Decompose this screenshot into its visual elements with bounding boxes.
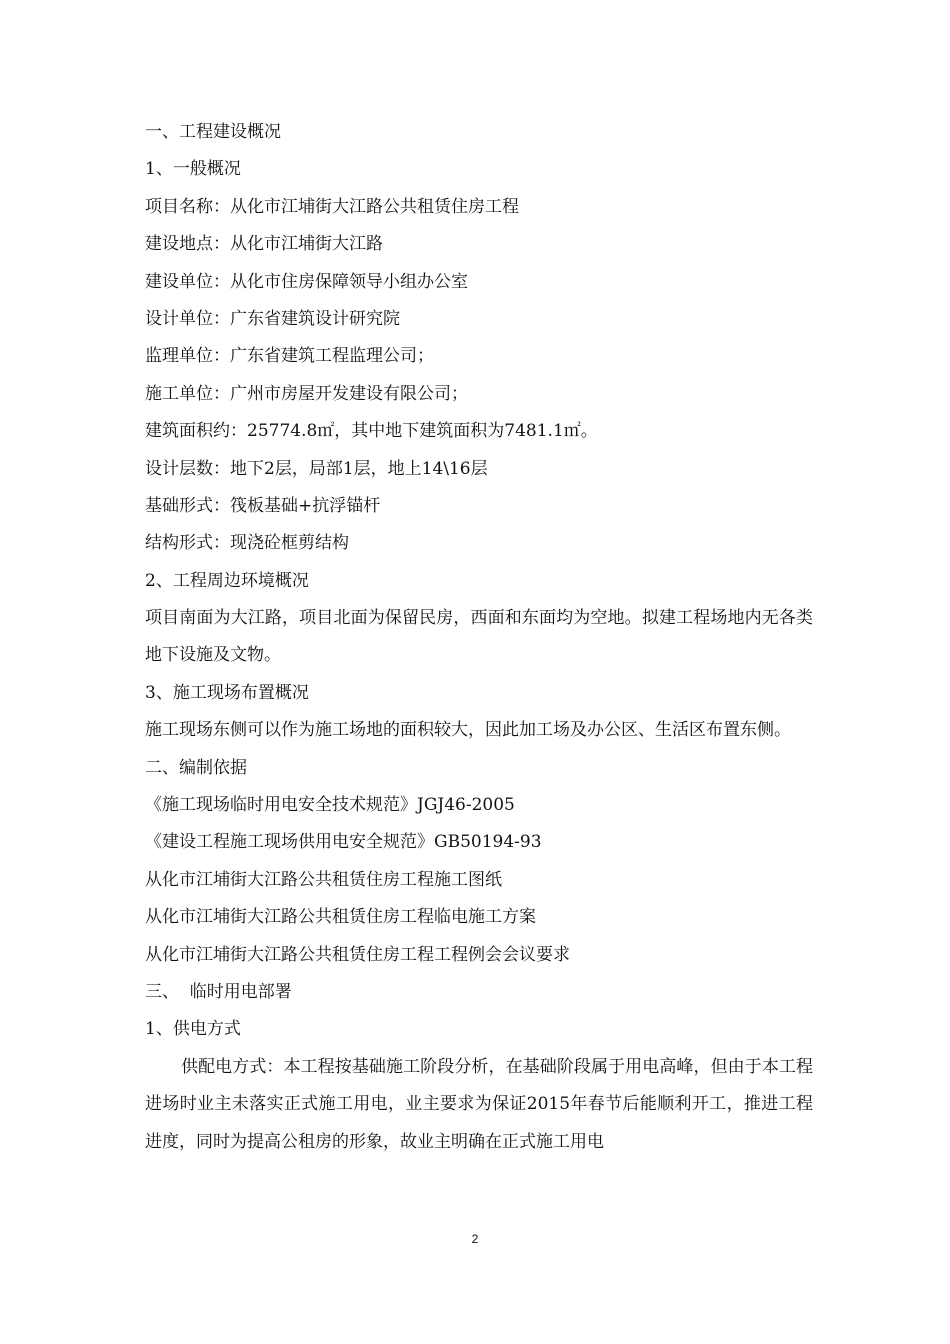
surroundings-paragraph: 项目南面为大江路，项目北面为保留民房，西面和东面均为空地。拟建工程场地内无各类地下设施及文物。 <box>145 608 813 666</box>
site-layout-paragraph: 施工现场东侧可以作为施工场地的面积较大，因此加工场及办公区、生活区布置东侧。 <box>145 720 791 741</box>
section-heading-1: 一、工程建设概况 <box>145 122 281 142</box>
structure-line: 结构形式：现浇砼框剪结构 <box>145 533 349 554</box>
project-name-line: 项目名称：从化市江埔街大江路公共租赁住房工程 <box>145 196 519 217</box>
document-body <box>145 114 813 1161</box>
basis-item-5: 从化市江埔街大江路公共租赁住房工程工程例会会议要求 <box>145 944 570 965</box>
subsection-heading-1-1: 1、一般概况 <box>145 159 241 180</box>
foundation-line: 基础形式：筏板基础+抗浮锚杆 <box>145 495 381 516</box>
section-heading-2: 二、编制依据 <box>145 757 247 778</box>
location-line: 建设地点：从化市江埔街大江路 <box>145 234 383 255</box>
owner-line: 建设单位：从化市住房保障领导小组办公室 <box>145 271 468 292</box>
contractor-line: 施工单位：广州市房屋开发建设有限公司； <box>145 383 468 404</box>
subsection-heading-3-1: 1、供电方式 <box>145 1019 241 1040</box>
subsection-heading-1-2: 2、工程周边环境概况 <box>145 570 309 591</box>
designer-line: 设计单位：广东省建筑设计研究院 <box>145 308 400 329</box>
basis-item-1: 《施工现场临时用电安全技术规范》JGJ46-2005 <box>145 795 515 816</box>
basis-item-4: 从化市江埔街大江路公共租赁住房工程临电施工方案 <box>145 907 536 928</box>
page-number: 2 <box>471 1232 479 1246</box>
area-line: 建筑面积约：25774.8㎡，其中地下建筑面积为7481.1㎡。 <box>145 421 598 442</box>
supervisor-line: 监理单位：广东省建筑工程监理公司； <box>145 346 434 367</box>
basis-item-2: 《建设工程施工现场供用电安全规范》GB50194-93 <box>145 832 542 853</box>
supply-paragraph: 供配电方式：本工程按基础施工阶段分析，在基础阶段属于用电高峰，但由于本工程进场时业主未落实正式施工用电，业主要求为保证2015年春节后能顺利开工，推进工程进度，同时为提高公租房的形象，故业主明确在正式施工用电 <box>145 1056 813 1152</box>
section-heading-3: 三、 临时用电部署 <box>145 982 292 1003</box>
subsection-heading-1-3: 3、施工现场布置概况 <box>145 682 309 703</box>
basis-item-3: 从化市江埔街大江路公共租赁住房工程施工图纸 <box>145 869 502 890</box>
floors-line: 设计层数：地下2层，局部1层，地上14\16层 <box>145 458 488 479</box>
